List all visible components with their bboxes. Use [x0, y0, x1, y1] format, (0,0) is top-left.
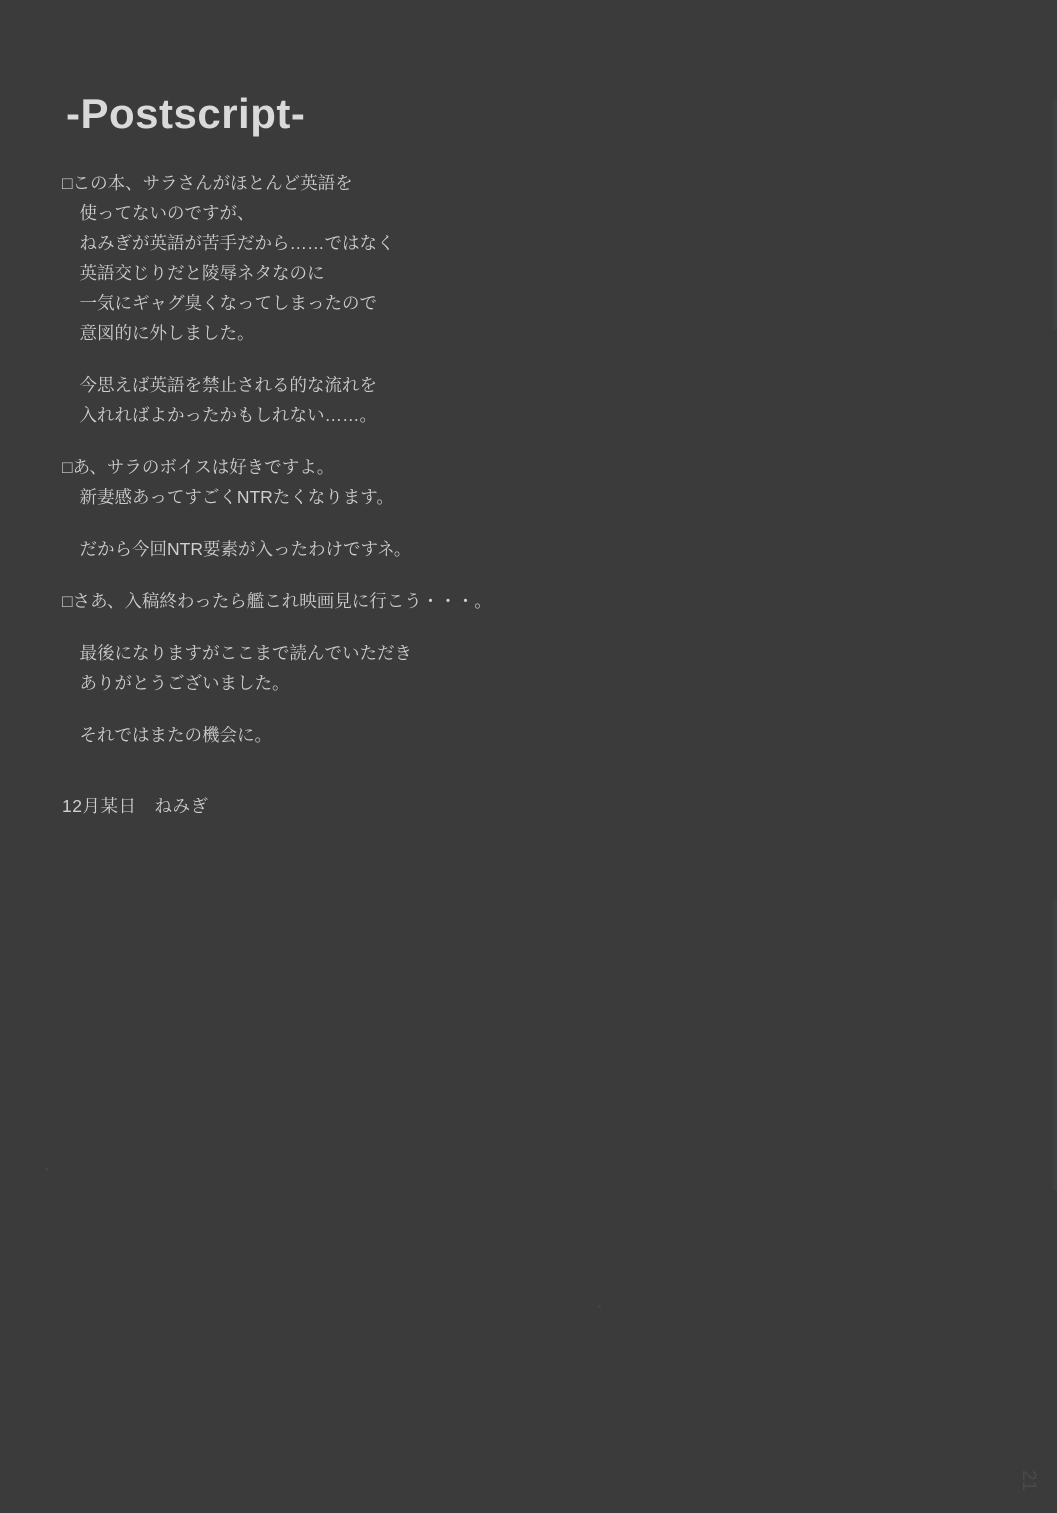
paragraph-line: 使ってないのですが、: [62, 203, 255, 223]
page-number: 21: [1018, 1469, 1039, 1491]
paragraph: [62, 720, 762, 750]
paragraph-line: 今思えば英語を禁止される的な流れを: [62, 375, 377, 395]
paragraph-line: それではまたの機会に。: [62, 725, 272, 745]
paragraph-line: 入れればよかったかもしれない……。: [62, 405, 377, 425]
scan-speck: [45, 1168, 48, 1171]
paragraph: [62, 452, 762, 512]
paragraph-line: □この本、サラさんがほとんど英語を: [62, 173, 353, 193]
paragraph-line: □あ、サラのボイスは好きですよ。: [62, 457, 335, 477]
scan-edge-artifact-mid: [1053, 900, 1057, 1190]
paragraph-line: ねみぎが英語が苦手だから……ではなく: [62, 233, 395, 253]
paragraph: [62, 638, 762, 698]
paragraph-line: 最後になりますがここまで読んでいただき: [62, 643, 412, 663]
paragraph: [62, 534, 762, 564]
paragraph-line: 一気にギャグ臭くなってしまったので: [62, 293, 377, 313]
paragraph-line: □さあ、入稿終わったら艦これ映画見に行こう・・・。: [62, 591, 492, 611]
paragraph: [62, 168, 762, 348]
paragraph-line: 英語交じりだと陵辱ネタなのに: [62, 263, 325, 283]
paragraph: [62, 586, 762, 616]
paragraph-line: 新妻感あってすごくNTRたくなります。: [62, 487, 394, 507]
paragraph-line: ありがとうございました。: [62, 673, 290, 693]
signature: 12月某日 ねみぎ: [62, 796, 209, 816]
scan-edge-artifact-top: [1053, 100, 1057, 330]
paragraph: [62, 370, 762, 430]
paragraph-line: だから今回NTR要素が入ったわけですネ。: [62, 539, 412, 559]
scan-speck: [598, 1305, 601, 1308]
postscript-body: [62, 168, 762, 772]
page-title: -Postscript-: [66, 90, 306, 138]
paragraph-line: 意図的に外しました。: [62, 323, 255, 343]
